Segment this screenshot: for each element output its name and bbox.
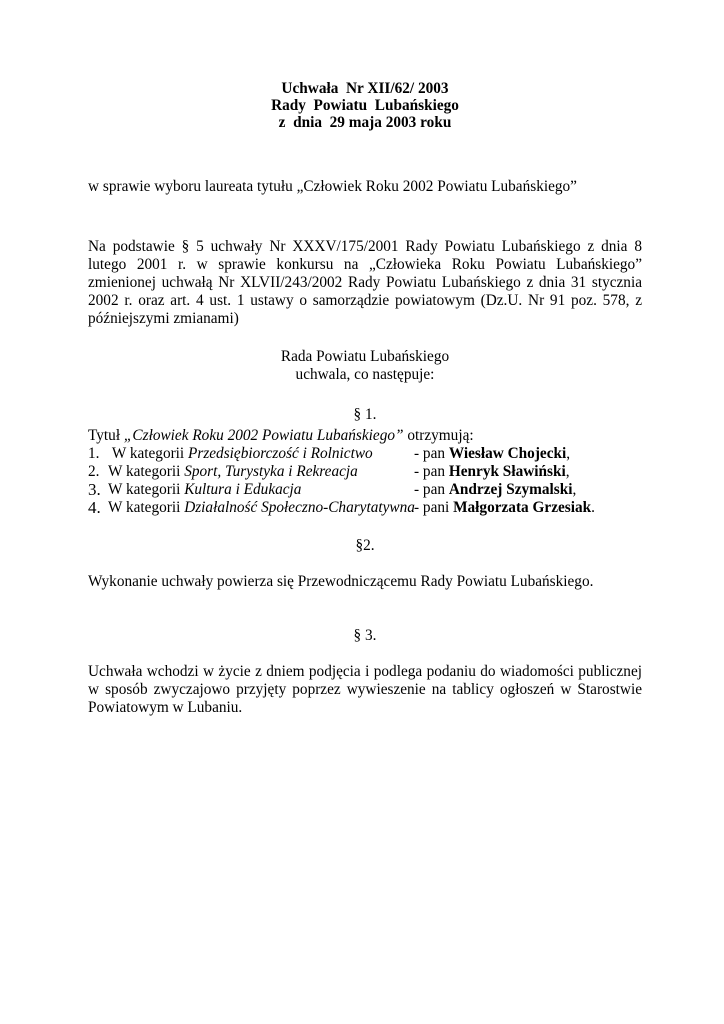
award-number: 4. [88, 498, 101, 517]
intro-suffix: otrzymują: [403, 427, 474, 444]
awards-intro [88, 427, 642, 445]
award-title: „Człowiek Roku 2002 Powiatu Lubańskiego” [123, 427, 404, 444]
resolution-number: Uchwała Nr XII/62/ 2003 [281, 80, 449, 97]
council-name: Rady Powiatu Lubańskiego [271, 97, 459, 114]
council-line-1: Rada Powiatu Lubańskiego [280, 348, 450, 365]
legal-basis: Na podstawie § 5 uchwały Nr XXXV/175/2001 Rady Powiatu Lubańskiego z dnia 8 lutego 2001 r. w sprawie konkursu na „Człowieka Roku Powiatu Lubańskiego” zmienionej uchwałą Nr XLVII/243/2002 Rady Powiatu Lubańskiego z dnia 31 stycznia 2002 r. oraz art. 4 ust. 1 ustawy o samorządzie powiatowym (Dz.U. Nr 91 poz. 578, z późniejszymi zmianami) [88, 238, 642, 327]
award-category: W kategorii Przedsiębiorczość i Rolnictwo [111, 445, 373, 462]
resolution-date: z dnia 29 maja 2003 roku [278, 114, 452, 131]
award-row [88, 481, 642, 499]
award-recipient: - pan Henryk Sławiński, [414, 463, 570, 480]
award-number: 3. [88, 480, 101, 499]
award-row [88, 499, 642, 517]
award-recipient: - pan Andrzej Szymalski, [414, 481, 577, 498]
council-line-2: uchwala, co następuje: [295, 366, 435, 383]
section-1-heading: § 1. [353, 406, 377, 423]
award-recipient: - pani Małgorzata Grzesiak. [414, 499, 595, 516]
category-name: Przedsiębiorczość i Rolnictwo [188, 445, 373, 462]
document-title [88, 80, 642, 131]
category-name: Działalność Społeczno-Charytatywna [184, 499, 415, 516]
award-number: 1. [88, 445, 100, 462]
award-row [88, 445, 642, 463]
intro-prefix: Tytuł [88, 427, 124, 444]
award-row [88, 463, 642, 481]
recipient-name: Małgorzata Grzesiak [453, 499, 592, 516]
category-name: Kultura i Edukacja [184, 481, 302, 498]
award-recipient: - pan Wiesław Chojecki, [414, 445, 571, 462]
section-3-text: Uchwała wchodzi w życie z dniem podjęcia i podlega podaniu do wiadomości publicznej w sposób zwyczajowo przyjęty poprzez wywieszenie na tablicy ogłoszeń w Starostwie Powiatowym w Lubaniu. [88, 663, 642, 716]
section-3-heading: § 3. [353, 627, 377, 644]
recipient-name: Andrzej Szymalski [448, 481, 573, 498]
award-number: 2. [88, 463, 100, 480]
section-2-text: Wykonanie uchwały powierza się Przewodniczącemu Rady Powiatu Lubańskiego. [88, 573, 594, 590]
award-category: W kategorii Sport, Turystyka i Rekreacja [108, 463, 358, 480]
recipient-name: Wiesław Chojecki [448, 445, 567, 462]
recipient-name: Henryk Sławiński [448, 463, 566, 480]
awards-list [88, 445, 642, 517]
document-page [88, 80, 642, 717]
section-2-heading: §2. [355, 537, 375, 554]
award-category: W kategorii Kultura i Edukacja [108, 481, 302, 498]
category-name: Sport, Turystyka i Rekreacja [184, 463, 358, 480]
award-category: W kategorii Działalność Społeczno-Charytatywna [108, 499, 415, 516]
resolution-subject: w sprawie wyboru laureata tytułu „Człowiek Roku 2002 Powiatu Lubańskiego” [88, 178, 577, 195]
council-statement [88, 348, 642, 384]
